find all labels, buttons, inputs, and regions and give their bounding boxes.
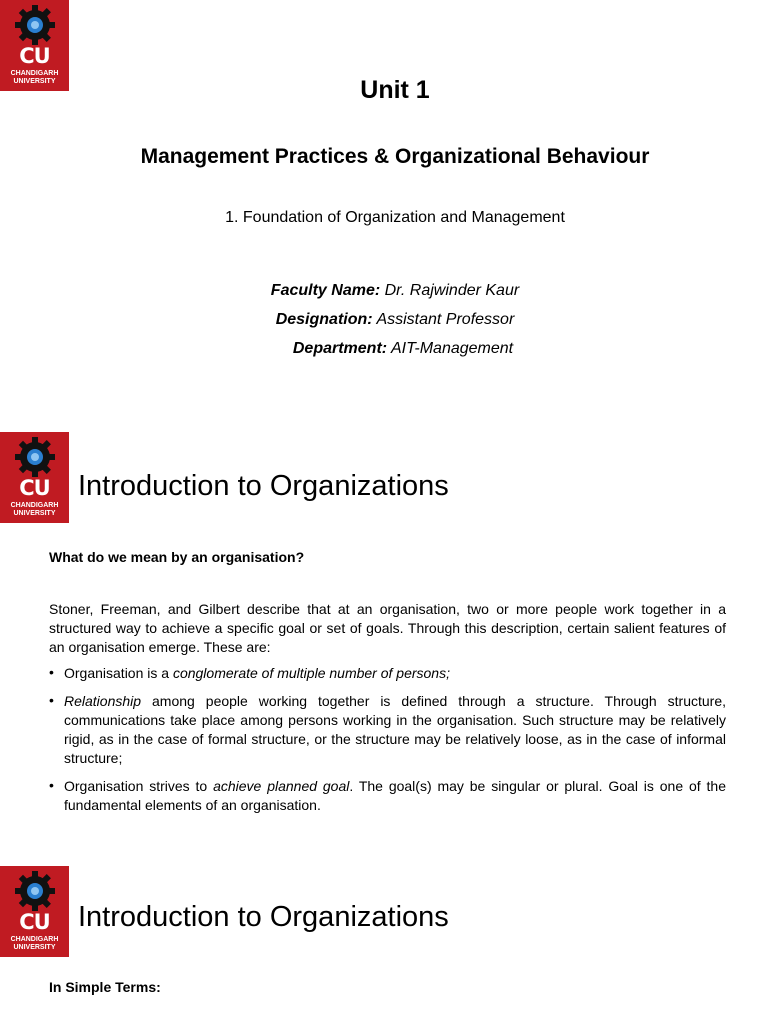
- faculty-name: Faculty Name: Dr. Rajwinder Kaur: [270, 282, 520, 299]
- intro-slide: [0, 432, 768, 852]
- question-heading: What do we mean by an organisation?: [49, 549, 305, 565]
- definition-paragraph: Stoner, Freeman, and Gilbert describe that at an organisation, two or more people work together in a structured way to achieve a specific goal or set of goals. Through this description, certain salient features of an organisation emerge. These are:: [49, 601, 726, 655]
- designation: Designation: Assistant Professor: [275, 311, 515, 328]
- features-list: [49, 664, 726, 824]
- logo-text: CHANDIGARH UNIVERSITY: [10, 70, 59, 85]
- logo-mark: CU: [19, 476, 50, 500]
- subheading: In Simple Terms:: [49, 979, 161, 995]
- logo-mark: CU: [19, 910, 50, 934]
- simple-terms-slide: [0, 864, 768, 1024]
- slide-title: Introduction to Organizations: [78, 470, 449, 502]
- gear-icon: [9, 4, 61, 46]
- logo-text: CHANDIGARH UNIVERSITY: [10, 936, 59, 951]
- topic-title: 1. Foundation of Organization and Management: [225, 209, 565, 226]
- unit-title: Unit 1: [360, 76, 430, 104]
- logo-mark: CU: [19, 44, 50, 68]
- gear-icon: [9, 436, 61, 478]
- slide-title: Introduction to Organizations: [78, 901, 449, 933]
- gear-icon: [9, 870, 61, 912]
- list-item: • Relationship among people working together is defined through a structure. Through structure, communications take place among persons working in the organisation. Such structure may be relatively rigid, as in the case of formal structure, or the structure may be relatively loose, as in the case of informal structure;: [49, 692, 726, 768]
- university-logo: [0, 432, 69, 523]
- course-title: Management Practices & Organizational Behaviour: [140, 145, 650, 168]
- list-item: • Organisation is a conglomerate of multiple number of persons;: [49, 664, 726, 683]
- title-slide: [0, 0, 768, 420]
- logo-text: CHANDIGARH UNIVERSITY: [10, 502, 59, 517]
- university-logo: [0, 866, 69, 957]
- department: Department: AIT-Management: [292, 340, 514, 357]
- list-item: • Organisation strives to achieve planned goal. The goal(s) may be singular or plural. Goal is one of the fundamental elements of an organisation.: [49, 777, 726, 815]
